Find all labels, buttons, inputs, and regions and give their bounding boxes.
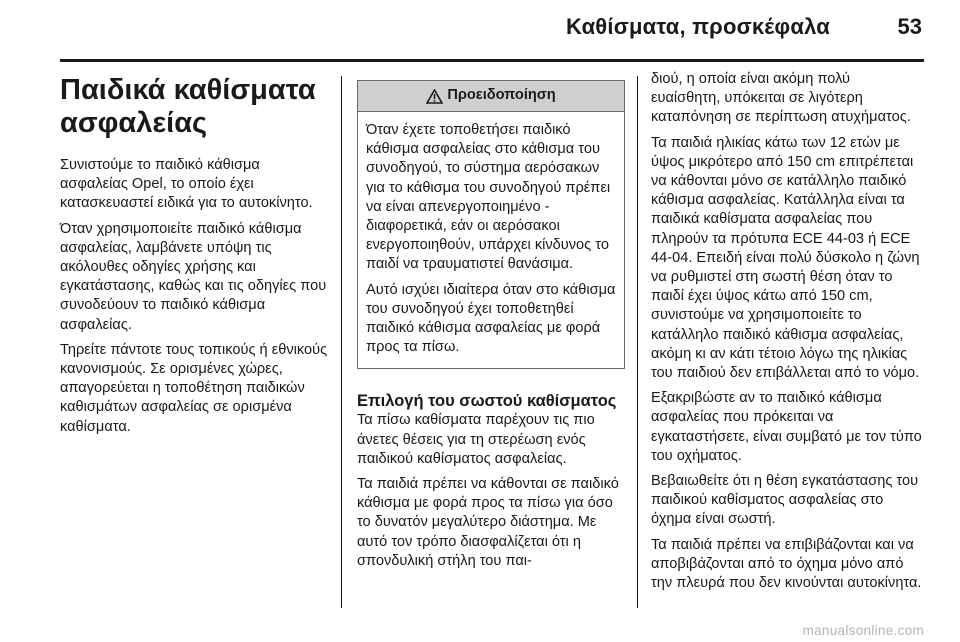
warning-triangle-icon [426, 89, 443, 104]
column-middle [357, 80, 623, 577]
paragraph: Τα παιδιά πρέπει να επιβιβάζονται και να αποβιβάζονται από το όχημα μόνο από την πλευρά που δεν κινούνται αυτοκίνητα. [651, 536, 922, 592]
paragraph: Συνιστούμε το παιδικό κάθισμα ασφαλείας Opel, το οποίο έχει κατασκευαστεί ειδικά για το αυτοκίνητο. [60, 157, 313, 212]
column-right [651, 70, 923, 599]
header-title: Καθίσματα, προσκέφαλα [566, 14, 830, 39]
watermark: manualsonline.com [802, 623, 924, 638]
warning-paragraph: Όταν έχετε τοποθετήσει παιδικό κάθισμα ασφαλείας στο κάθισμα του συνοδηγού, το σύστημα αερόσακων για το κάθισμα του συνοδηγού πρέπει να είναι απενεργοποιημένο - διαφορετικά, εάν οι αερόσακοι ενεργοποιηθούν, υπάρχει κίνδυνος το παιδί να τραυματιστεί θανάσιμα. [366, 122, 611, 273]
paragraph: Τα παιδιά ηλικίας κάτω των 12 ετών με ύψος μικρότερο από 150 cm επιτρέπεται να κάθονται μόνο σε κατάλληλο παιδικό κάθισμα ασφαλείας. Κατάλληλα είναι τα παιδικά καθίσματα ασφαλείας που πληρούν τα πρότυπα ECE 44-03 ή ECE 44-04. Επειδή είναι πολύ δύσκολο η ζώνη να ρυθμιστεί στη σωστή θέση όταν το παιδί έχει ύψος κάτω από 150 cm, συνιστούμε να χρησιμοποιείτε το κατάλληλο παιδικό κάθισμα ασφαλείας, ακόμη κι αν κάτι τέτοιο λόγω της ηλικίας του παιδιού δεν επιβάλλεται από το νόμο. [651, 134, 920, 382]
column-divider [341, 76, 342, 608]
warning-header [358, 81, 624, 112]
paragraph: Βεβαιωθείτε ότι η θέση εγκατάστασης του παιδικού καθίσματος ασφαλείας στο όχημα είναι σωστή. [651, 473, 919, 528]
section-heading-child-seats: Παιδικά καθίσματα ασφαλείας [60, 74, 316, 139]
paragraph: Εξακριβώστε αν το παιδικό κάθισμα ασφαλείας που πρόκειται να εγκαταστήσετε, είναι συμβατό με τον τύπο του οχήματος. [651, 390, 922, 464]
column-left [60, 74, 328, 443]
warning-paragraph: Αυτό ισχύει ιδιαίτερα όταν στο κάθισμα του συνοδηγού έχει τοποθετηθεί παιδικό κάθισμα ασφαλείας με φορά προς τα πίσω. [366, 281, 616, 356]
warning-title: Προειδοποίηση [447, 87, 556, 104]
paragraph: Τηρείτε πάντοτε τους τοπικούς ή εθνικούς κανονισμούς. Σε ορισμένες χώρες, απαγορεύεται η τοποθέτηση παιδικών καθισμάτων ασφαλείας σε ορισμένα καθίσματα. [60, 341, 328, 435]
paragraph: Όταν χρησιμοποιείτε παιδικό κάθισμα ασφαλείας, λαμβάνετε υπόψη τις ακόλουθες οδηγίες χρήσης και εγκατάστασης, καθώς και τις οδηγίες που συνοδεύουν το παιδικό κάθισμα ασφαλείας. [60, 220, 327, 333]
section-heading-correct-seat: Επιλογή του σωστού καθίσματος [357, 392, 617, 411]
paragraph: Τα παιδιά πρέπει να κάθονται σε παιδικό κάθισμα με φορά προς τα πίσω για όσο το δυνατόν μεγαλύτερο διάστημα. Με αυτό τον τρόπο διασφαλίζεται ότι η σπονδυλική στήλη του παι- [357, 476, 619, 569]
page-header [0, 0, 960, 62]
page-number: 53 [897, 14, 922, 39]
header-rule [60, 59, 924, 62]
warning-box [357, 80, 625, 369]
paragraph: Τα πίσω καθίσματα παρέχουν τις πιο άνετες θέσεις για τη στερέωση ενός παιδικού καθίσματος ασφαλείας. [357, 412, 595, 467]
warning-body [358, 112, 624, 368]
paragraph: διού, η οποία είναι ακόμη πολύ ευαίσθητη, υπόκειται σε λιγότερη καταπόνηση σε περίπτωση ατυχήματος. [651, 71, 911, 126]
column-divider [637, 76, 638, 608]
